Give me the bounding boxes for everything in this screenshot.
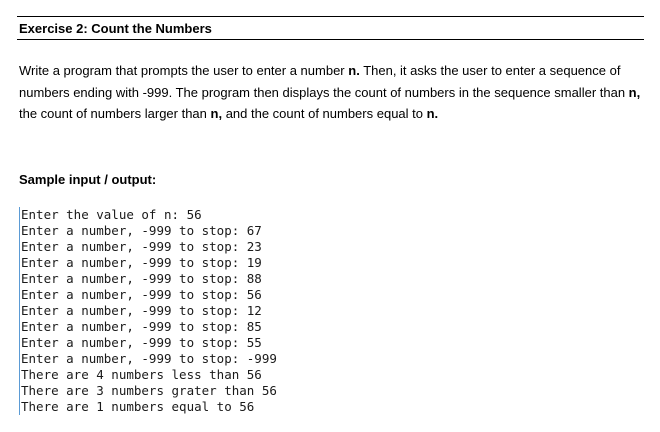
console-line: There are 4 numbers less than 56 [21, 367, 262, 382]
sample-label: Sample input / output: [19, 172, 157, 187]
description-n-1: n. [348, 63, 360, 78]
console-line: Enter a number, -999 to stop: 88 [21, 271, 262, 286]
description-n-4: n. [426, 106, 439, 121]
console-line: Enter the value of n: 56 [21, 207, 202, 222]
description-text-3: the count of numbers larger than [19, 106, 211, 121]
exercise-description [19, 60, 644, 125]
console-line: There are 1 numbers equal to 56 [21, 399, 255, 414]
console-line: There are 3 numbers grater than 56 [21, 383, 277, 398]
console-line: Enter a number, -999 to stop: 55 [21, 335, 262, 350]
description-text-2: Then, it asks the user to enter a sequence of numbers ending with -999. The program then displays the count of numbers in the sequence smaller than [19, 63, 629, 100]
console-line: Enter a number, -999 to stop: 19 [21, 255, 262, 270]
console-line: Enter a number, -999 to stop: 85 [21, 319, 262, 334]
description-text-1: Write a program that prompts the user to enter a number [19, 63, 349, 78]
exercise-title: Exercise 2: Count the Numbers [19, 21, 212, 36]
console-line: Enter a number, -999 to stop: 23 [21, 239, 262, 254]
description-n-2: n, [628, 84, 641, 100]
description-n-3: n, [210, 106, 223, 121]
console-line: Enter a number, -999 to stop: 56 [21, 287, 262, 302]
console-line: Enter a number, -999 to stop: 12 [21, 303, 262, 318]
description-text-4: and the count of numbers equal to [222, 106, 427, 121]
exercise-header [17, 16, 644, 40]
console-line: Enter a number, -999 to stop: 67 [21, 223, 262, 238]
console-line: Enter a number, -999 to stop: -999 [21, 351, 277, 366]
console-output [19, 207, 321, 415]
